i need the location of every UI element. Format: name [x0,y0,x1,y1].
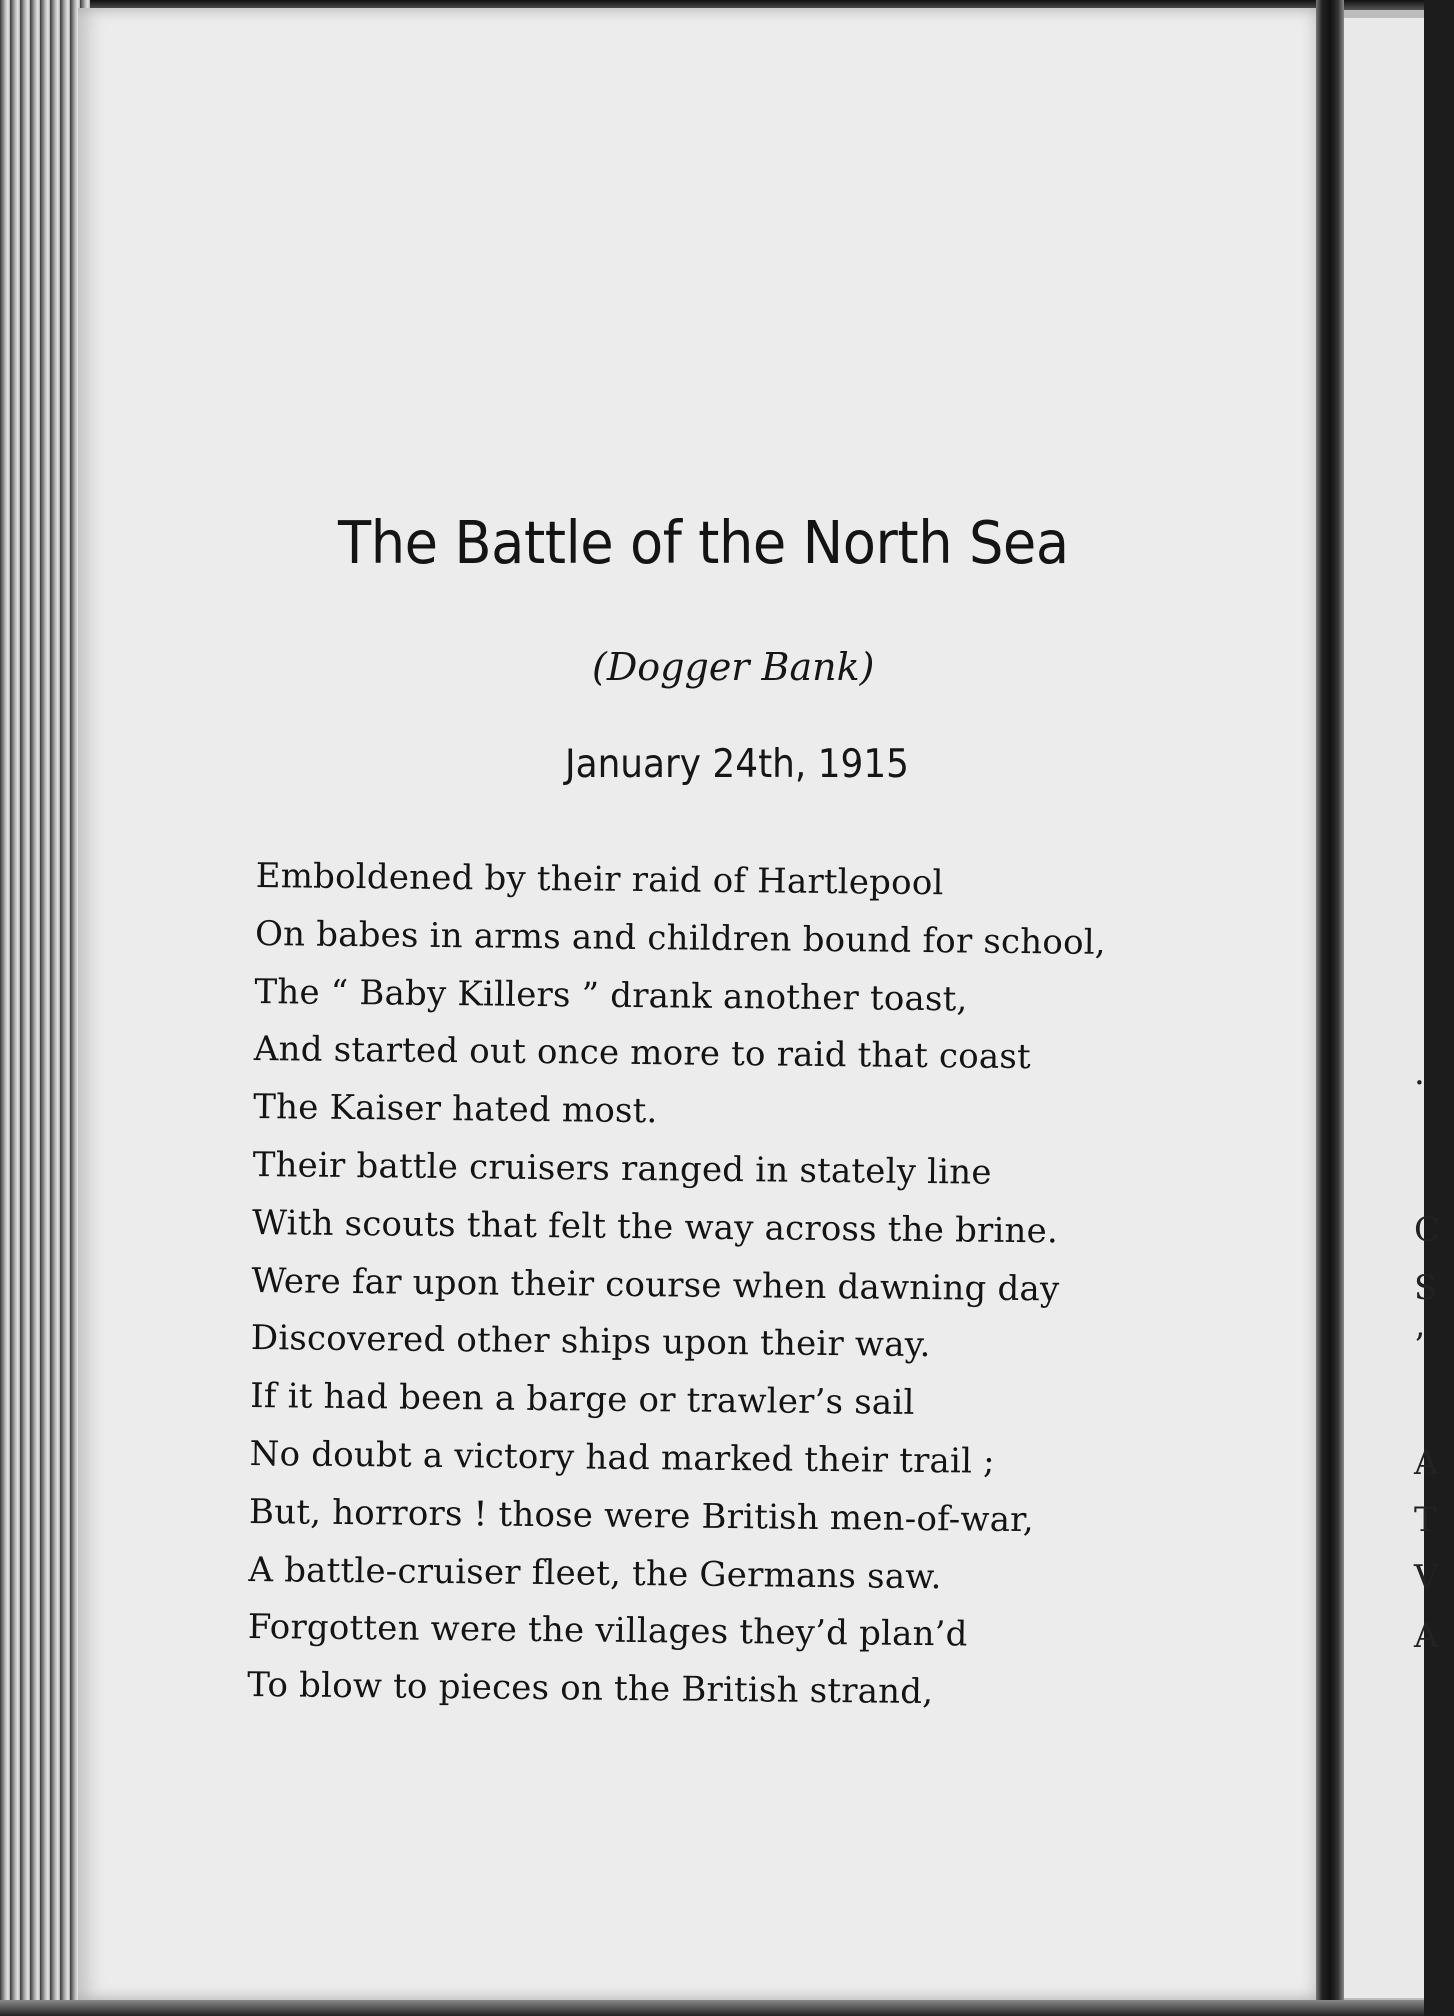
poem-line: Their battle cruisers ranged in stately line [252,1144,992,1193]
facing-page-glyph: C [1414,1210,1441,1250]
facing-page-glyph: S [1414,1268,1438,1308]
facing-page-glyph: · [1414,1063,1425,1103]
poem-line: Discovered other ships upon their way. [250,1318,931,1366]
poem-line: The “ Baby Killers ” drank another toast, [254,971,968,1020]
page-edges [0,0,90,2016]
poem-line: On babes in arms and children bound for school, [254,913,1107,963]
poem-line: And started out once more to raid that coast [253,1029,1032,1078]
facing-page-edge [1344,18,1441,1998]
poem-body [247,848,1156,1724]
bottom-edge [0,2000,1424,2016]
facing-page-glyph: A [1414,1443,1439,1483]
poem-subtitle: (Dogger Bank) [592,645,875,689]
poem-line: No doubt a victory had marked their trail ; [249,1433,996,1482]
poem-line: Emboldened by their raid of Hartlepool [255,855,944,904]
poem-title: The Battle of the North Sea [338,508,1069,577]
poem-line: Forgotten were the villages they’d plan’d [247,1607,968,1655]
poem-line: If it had been a barge or trawler’s sail [250,1376,915,1424]
poem-line: The Kaiser hated most. [253,1087,658,1132]
poem-line: Were far upon their course when dawning day [251,1260,1060,1310]
poem-line: A battle-cruiser fleet, the Germans saw. [248,1549,942,1597]
poem-line: To blow to pieces on the British strand, [247,1665,934,1713]
facing-page-glyph: ’ [1414,1326,1425,1366]
poem-line: With scouts that felt the way across the brine. [251,1202,1059,1252]
facing-page-glyph: A [1414,1616,1439,1656]
book-gutter [1316,0,1344,2016]
poem-line: But, horrors ! those were British men-of-war, [248,1491,1035,1540]
facing-page-glyph: V [1414,1558,1439,1598]
facing-page-glyph: T [1414,1500,1437,1540]
poem-date: January 24th, 1915 [565,742,910,787]
